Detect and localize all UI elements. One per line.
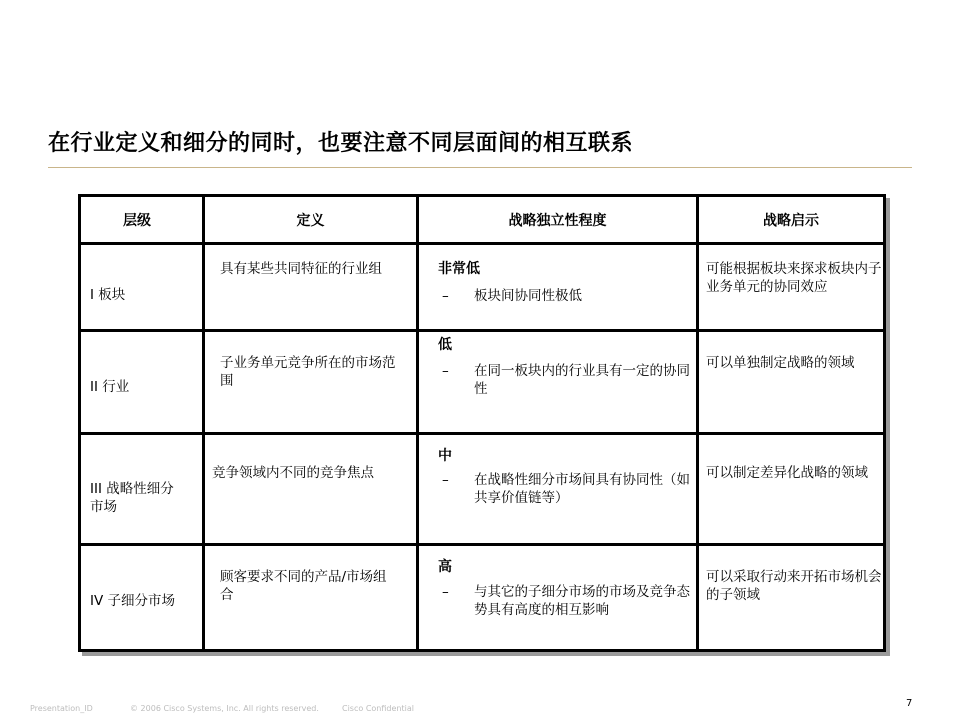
table-divider-3 xyxy=(696,194,699,652)
implication-cell: 可以单独制定战略的领域 xyxy=(706,355,855,371)
table-divider-1 xyxy=(202,194,205,652)
bullet-dash: – xyxy=(442,363,449,379)
tier-cell: IV 子细分市场 xyxy=(90,593,176,609)
implication-cell: 可以制定差异化战略的领域 xyxy=(706,465,868,481)
footer-presentation-id: Presentation_ID xyxy=(30,704,93,713)
table-border-right xyxy=(883,194,886,652)
independence-detail: 板块间协同性极低 xyxy=(474,288,582,304)
title-divider xyxy=(48,167,912,168)
row-rule-1 xyxy=(78,329,886,332)
definition-cell: 竞争领域内不同的竞争焦点 xyxy=(212,465,374,481)
independence-detail: 与其它的子细分市场的市场及竞争态势具有高度的相互影响 xyxy=(474,584,690,618)
footer-copyright: © 2006 Cisco Systems, Inc. All rights reserved. xyxy=(130,704,319,713)
independence-level: 低 xyxy=(438,337,452,353)
implication-cell: 可以采取行动来开拓市场机会的子领域 xyxy=(706,569,882,603)
bullet-dash: – xyxy=(442,288,449,304)
definition-cell: 子业务单元竞争所在的市场范围 xyxy=(220,355,396,389)
independence-level: 中 xyxy=(438,448,452,464)
definition-cell: 具有某些共同特征的行业组 xyxy=(220,261,382,277)
tier-cell: I 板块 xyxy=(90,287,126,303)
independence-level: 非常低 xyxy=(438,261,480,277)
independence-detail: 在战略性细分市场间具有协同性（如共享价值链等） xyxy=(474,472,690,506)
bullet-dash: – xyxy=(442,472,449,488)
page-title: 在行业定义和细分的同时，也要注意不同层面间的相互联系 xyxy=(48,131,634,156)
definition-cell: 顾客要求不同的产品/市场组合 xyxy=(220,569,387,603)
header-tier: 层级 xyxy=(123,213,151,229)
header-implication: 战略启示 xyxy=(763,213,819,229)
table-border-left xyxy=(78,194,81,652)
tier-table xyxy=(78,194,886,652)
independence-detail: 在同一板块内的行业具有一定的协同性 xyxy=(474,363,690,397)
header-independence: 战略独立性程度 xyxy=(508,213,607,229)
table-border-bottom xyxy=(78,649,886,652)
header-rule xyxy=(78,242,886,245)
independence-level: 高 xyxy=(438,559,452,575)
table-border-top xyxy=(78,194,886,197)
footer-confidential: Cisco Confidential xyxy=(342,704,414,713)
bullet-dash: – xyxy=(442,584,449,600)
header-definition: 定义 xyxy=(296,213,325,229)
page-number: 7 xyxy=(906,698,913,709)
row-rule-3 xyxy=(78,543,886,546)
tier-cell: II 行业 xyxy=(90,379,130,395)
table-divider-2 xyxy=(416,194,419,652)
implication-cell: 可能根据板块来探求板块内子业务单元的协同效应 xyxy=(706,261,882,295)
tier-cell: III 战略性细分市场 xyxy=(90,481,174,515)
row-rule-2 xyxy=(78,432,886,435)
